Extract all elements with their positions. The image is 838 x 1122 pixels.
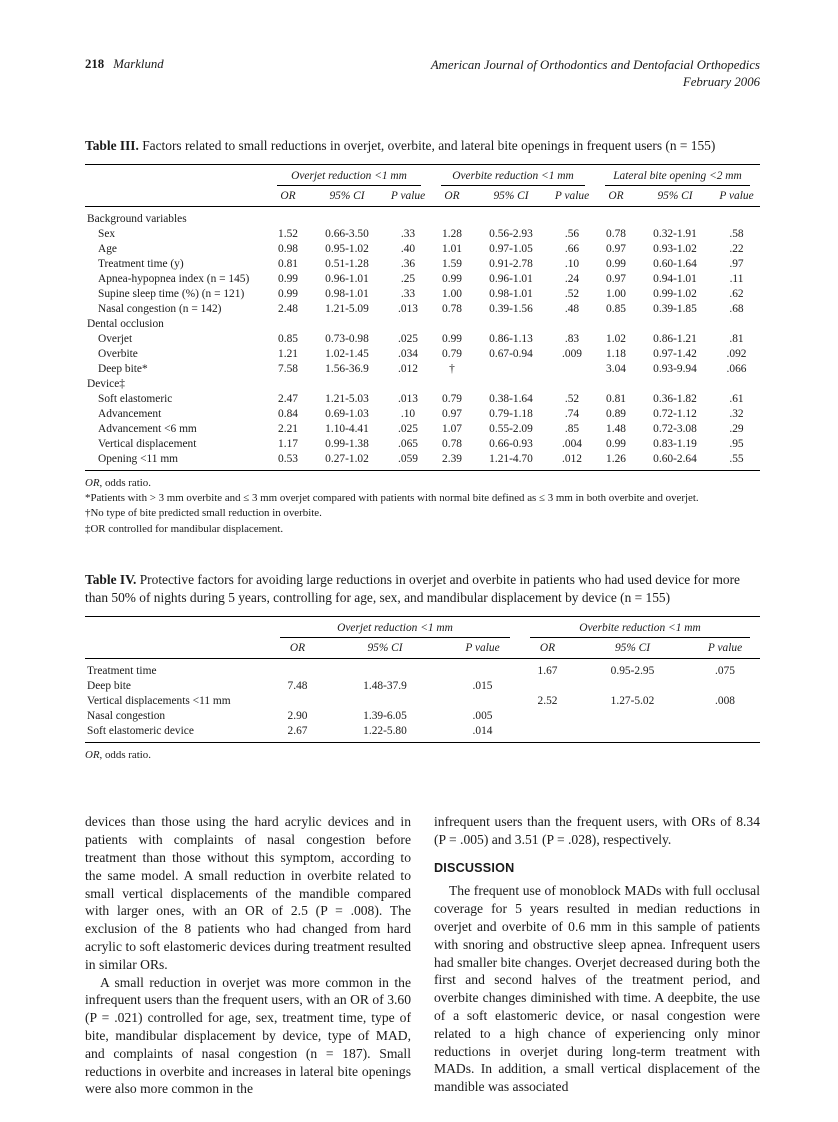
value-cell: [520, 679, 575, 694]
value-cell: [520, 709, 575, 724]
col-pvalue: P value: [713, 186, 760, 207]
value-cell: 0.81: [278, 257, 298, 270]
table3-caption-text: Factors related to small reductions in overjet, overbite, and lateral bite openings in frequent users (n = 155): [142, 137, 716, 153]
table3-group-lateral: Lateral bite opening <2 mm: [595, 164, 760, 186]
value-cell: 0.97-1.05: [489, 242, 533, 255]
value-cell: 1.00: [442, 287, 462, 300]
value-cell: 0.96-1.01: [325, 272, 369, 285]
value-cell: 0.89: [606, 407, 626, 420]
row-label: Deep bite*: [98, 362, 148, 375]
value-cell: 1.59: [442, 257, 462, 270]
row-label: Vertical displacements <11 mm: [87, 695, 231, 708]
table3-footnotes: [85, 476, 760, 537]
value-cell: .61: [729, 392, 744, 405]
value-cell: 0.98-1.01: [325, 287, 369, 300]
value-cell: .005: [472, 710, 493, 723]
value-cell: 1.10-4.41: [325, 422, 369, 435]
value-cell: 0.99-1.38: [325, 437, 369, 450]
table-iii: [85, 164, 760, 471]
value-cell: [690, 724, 760, 743]
value-cell: 0.51-1.28: [325, 257, 369, 270]
table3-group-overbite: Overbite reduction <1 mm: [431, 164, 595, 186]
value-cell: .25: [400, 272, 416, 285]
row-label: Supine sleep time (%) (n = 121): [98, 287, 245, 300]
value-cell: 1.56-36.9: [325, 362, 369, 375]
value-cell: [575, 679, 690, 694]
value-cell: 7.58: [278, 362, 298, 375]
value-cell: 1.18: [606, 347, 626, 360]
table4-footnotes: [85, 748, 760, 763]
value-cell: 0.69-1.03: [325, 407, 369, 420]
value-cell: 0.38-1.64: [489, 392, 533, 405]
table-data-row: [85, 226, 760, 241]
row-label: Nasal congestion (n = 142): [98, 302, 222, 315]
running-head: [85, 57, 760, 91]
value-cell: 1.39-6.05: [363, 710, 407, 723]
table-data-row: [85, 679, 760, 694]
section-label: Device‡: [87, 377, 125, 390]
table-section-row: [85, 206, 760, 226]
value-cell: 0.78: [606, 227, 626, 240]
value-cell: .83: [564, 332, 580, 345]
table4-label: Table IV.: [85, 571, 137, 587]
value-cell: [270, 659, 325, 679]
value-cell: 0.84: [278, 407, 298, 420]
value-cell: .29: [729, 422, 744, 435]
value-cell: .62: [729, 287, 744, 300]
table-footnote: †No type of bite predicted small reduction in overbite.: [85, 507, 322, 520]
value-cell: .10: [564, 257, 580, 270]
value-cell: 2.21: [278, 422, 298, 435]
value-cell: 0.78: [442, 437, 462, 450]
value-cell: 0.99: [442, 332, 462, 345]
running-head-left: [85, 57, 164, 72]
value-cell: .52: [564, 287, 580, 300]
col-or: OR: [270, 638, 325, 659]
table-footnote: OR, odds ratio.: [85, 749, 151, 762]
table-data-row: [85, 436, 760, 451]
value-cell: [325, 659, 445, 679]
value-cell: 0.79-1.18: [489, 407, 533, 420]
table-section-row: [85, 316, 760, 331]
value-cell: .74: [564, 407, 580, 420]
body-column-right: [434, 813, 760, 1098]
value-cell: 0.81: [606, 392, 626, 405]
col-or: OR: [595, 186, 637, 207]
value-cell: 0.66-0.93: [489, 437, 533, 450]
table-data-row: [85, 241, 760, 256]
col-or: OR: [431, 186, 473, 207]
table3-caption: [85, 137, 760, 155]
row-label: Opening <11 mm: [98, 452, 179, 465]
table-footnote: ‡OR controlled for mandibular displacement.: [85, 522, 284, 535]
value-cell: 0.53: [278, 452, 298, 465]
table-data-row: [85, 346, 760, 361]
value-cell: [445, 694, 520, 709]
value-cell: .66: [564, 242, 580, 255]
row-label: Advancement <6 mm: [98, 422, 197, 435]
value-cell: 1.02-1.45: [325, 347, 369, 360]
row-label: Vertical displacement: [98, 437, 197, 450]
value-cell: 0.39-1.85: [653, 302, 697, 315]
value-cell: 1.21: [278, 347, 298, 360]
journal-issue-date: February 2006: [682, 74, 760, 89]
value-cell: 0.91-2.78: [489, 257, 533, 270]
value-cell: 0.99: [278, 287, 298, 300]
value-cell: 2.39: [442, 452, 462, 465]
table-footnote: OR, odds ratio.: [85, 476, 151, 489]
section-label: Background variables: [87, 212, 187, 225]
value-cell: [690, 709, 760, 724]
value-cell: .95: [729, 437, 744, 450]
value-cell: .24: [564, 272, 580, 285]
value-cell: .40: [400, 242, 416, 255]
row-label: Treatment time (y): [98, 257, 184, 270]
value-cell: 2.90: [287, 710, 308, 723]
value-cell: 1.00: [606, 287, 626, 300]
value-cell: .55: [729, 452, 744, 465]
value-cell: 0.39-1.56: [489, 302, 533, 315]
value-cell: .025: [398, 422, 418, 435]
col-ci: 95% CI: [575, 638, 690, 659]
value-cell: [270, 694, 325, 709]
section-label: Dental occlusion: [87, 317, 164, 330]
value-cell: 0.99: [442, 272, 462, 285]
value-cell: 1.07: [442, 422, 462, 435]
running-author: Marklund: [113, 57, 164, 71]
value-cell: [445, 659, 520, 679]
table4-group-overbite: Overbite reduction <1 mm: [520, 617, 760, 639]
value-cell: .58: [729, 227, 744, 240]
value-cell: 1.17: [278, 437, 298, 450]
value-cell: .56: [564, 227, 580, 240]
empty-corner-cell: [85, 164, 267, 186]
table4-caption-text: Protective factors for avoiding large reductions in overjet and overbite in patients who had used device for more than 50% of nights during 5 years, controlling for age, sex, and mandibular displacement by device (n = 155): [85, 571, 740, 606]
table-data-row: [85, 694, 760, 709]
table-data-row: [85, 724, 760, 743]
value-cell: .85: [564, 422, 580, 435]
col-ci: 95% CI: [325, 638, 445, 659]
table4-subheader-row: [85, 638, 760, 659]
body-paragraph: devices than those using the hard acrylic devices and in patients with complaints of nasal congestion before treatment than those without this symptom, according to the same model. A small reduction in overbite related to small vertical displacements of the mandible compared with larger ones, with an OR of 2.5 (P = .008). The exclusion of the 8 patients who had changed from hard acrylic to soft elastomeric devices during treatment resulted in similar ORs.: [85, 814, 411, 972]
value-cell: 0.99: [278, 272, 298, 285]
row-label: Nasal congestion: [87, 710, 166, 723]
row-label: Soft elastomeric device: [87, 725, 194, 738]
col-ci: 95% CI: [473, 186, 549, 207]
value-cell: .33: [400, 287, 416, 300]
table-data-row: [85, 709, 760, 724]
value-cell: .10: [400, 407, 416, 420]
table3-header: [85, 164, 760, 206]
table4-header: [85, 617, 760, 659]
table-data-row: [85, 659, 760, 679]
row-label: Overbite: [98, 347, 138, 360]
value-cell: .48: [564, 302, 580, 315]
table-data-row: [85, 331, 760, 346]
value-cell: .012: [398, 362, 418, 375]
col-pvalue: P value: [385, 186, 431, 207]
value-cell: 0.78: [442, 302, 462, 315]
value-cell: [575, 709, 690, 724]
value-cell: [549, 361, 595, 376]
value-cell: 0.95-1.02: [325, 242, 369, 255]
value-cell: 0.67-0.94: [489, 347, 533, 360]
col-or: OR: [520, 638, 575, 659]
value-cell: .81: [729, 332, 744, 345]
table-data-row: [85, 256, 760, 271]
value-cell: .075: [715, 665, 735, 678]
value-cell: 0.86-1.21: [653, 332, 697, 345]
page-number: 218: [85, 57, 105, 71]
col-ci: 95% CI: [309, 186, 385, 207]
table3-label: Table III.: [85, 137, 139, 153]
table-data-row: [85, 391, 760, 406]
value-cell: .004: [562, 437, 582, 450]
body-text: [85, 813, 760, 1098]
value-cell: [520, 724, 575, 743]
value-cell: 0.73-0.98: [325, 332, 369, 345]
table-data-row: [85, 421, 760, 436]
empty-corner-cell: [85, 638, 270, 659]
value-cell: .092: [726, 347, 747, 360]
row-label: Age: [98, 242, 117, 255]
value-cell: 2.47: [278, 392, 298, 405]
value-cell: 0.55-2.09: [489, 422, 533, 435]
value-cell: .97: [729, 257, 744, 270]
value-cell: 0.99-1.02: [653, 287, 697, 300]
table3-subheader-row: [85, 186, 760, 207]
row-label: Overjet: [98, 332, 133, 345]
value-cell: .22: [729, 242, 744, 255]
value-cell: †: [449, 362, 455, 375]
section-heading: DISCUSSION: [434, 860, 515, 875]
value-cell: 1.02: [606, 332, 626, 345]
table4-group-row: [85, 617, 760, 639]
value-cell: 0.93-9.94: [653, 362, 697, 375]
value-cell: 1.67: [537, 665, 558, 678]
empty-corner-cell: [85, 617, 270, 639]
table4-caption: [85, 571, 760, 607]
col-pvalue: P value: [549, 186, 595, 207]
value-cell: 0.93-1.02: [653, 242, 697, 255]
value-cell: 0.86-1.13: [489, 332, 533, 345]
value-cell: 0.32-1.91: [653, 227, 697, 240]
value-cell: 0.98-1.01: [489, 287, 533, 300]
value-cell: 1.21-4.70: [489, 452, 533, 465]
value-cell: 1.28: [442, 227, 462, 240]
value-cell: 3.04: [606, 362, 626, 375]
value-cell: [325, 694, 445, 709]
col-or: OR: [267, 186, 309, 207]
journal-title-block: [431, 57, 760, 91]
value-cell: 0.36-1.82: [653, 392, 697, 405]
empty-corner-cell: [85, 186, 267, 207]
value-cell: 0.85: [278, 332, 298, 345]
value-cell: 0.95-2.95: [610, 665, 655, 678]
table3-group-overjet: Overjet reduction <1 mm: [267, 164, 431, 186]
table4-group-overjet: Overjet reduction <1 mm: [270, 617, 520, 639]
value-cell: 7.48: [287, 680, 308, 693]
value-cell: 0.98: [278, 242, 298, 255]
value-cell: 1.48: [606, 422, 626, 435]
table3-body: [85, 206, 760, 470]
value-cell: 1.52: [278, 227, 298, 240]
value-cell: .009: [562, 347, 582, 360]
value-cell: .36: [400, 257, 416, 270]
col-pvalue: P value: [690, 638, 760, 659]
value-cell: 0.97-1.42: [653, 347, 697, 360]
table-data-row: [85, 361, 760, 376]
value-cell: .025: [398, 332, 418, 345]
value-cell: 0.60-1.64: [653, 257, 697, 270]
row-label: Soft elastomeric: [98, 392, 173, 405]
value-cell: .013: [398, 392, 418, 405]
value-cell: 0.97: [606, 272, 626, 285]
table-data-row: [85, 451, 760, 470]
table-iv: [85, 616, 760, 743]
journal-title: American Journal of Orthodontics and Dentofacial Orthopedics: [430, 58, 760, 72]
value-cell: 0.99: [606, 257, 626, 270]
value-cell: 0.97: [606, 242, 626, 255]
col-pvalue: P value: [445, 638, 520, 659]
table-data-row: [85, 301, 760, 316]
value-cell: .015: [472, 680, 493, 693]
table4-body: [85, 659, 760, 743]
value-cell: 0.60-2.64: [653, 452, 697, 465]
value-cell: 1.27-5.02: [610, 695, 655, 708]
value-cell: 0.94-1.01: [653, 272, 697, 285]
value-cell: 0.83-1.19: [653, 437, 697, 450]
value-cell: 1.01: [442, 242, 462, 255]
value-cell: .013: [398, 302, 418, 315]
value-cell: 0.97: [442, 407, 462, 420]
body-column-left: [85, 813, 411, 1098]
row-label: Apnea-hypopnea index (n = 145): [98, 272, 250, 285]
value-cell: 0.72-1.12: [653, 407, 697, 420]
body-paragraph: The frequent use of monoblock MADs with full occlusal coverage for 5 years resulted in median reductions in overjet and overbite of 0.6 mm in this sample of patients with snoring and obstructive sleep apnea. Infrequent users had smaller bite changes. Overjet decreased during both the first and second halves of the treatment period, and overbite changes diminished with time. A deepbite, the use of a soft elastomeric device, or nasal congestion were related to a high chance of experiencing only minor reductions in overjet during long-term treatment with MADs. In addition, a small vertical displacement of the mandible was associated: [434, 883, 760, 1095]
table-footnote: *Patients with > 3 mm overbite and ≤ 3 mm overjet compared with patients with normal bite defined as ≤ 3 mm in both overbite and overjet.: [85, 492, 699, 505]
value-cell: [575, 724, 690, 743]
table-data-row: [85, 286, 760, 301]
row-label: Sex: [98, 227, 116, 240]
value-cell: 0.79: [442, 347, 462, 360]
value-cell: 0.72-3.08: [653, 422, 697, 435]
row-label: Deep bite: [87, 680, 131, 693]
value-cell: 0.56-2.93: [489, 227, 533, 240]
table-data-row: [85, 406, 760, 421]
value-cell: 0.96-1.01: [489, 272, 533, 285]
value-cell: .68: [729, 302, 744, 315]
value-cell: 1.21-5.03: [325, 392, 369, 405]
row-label: Treatment time: [87, 665, 157, 678]
value-cell: .012: [562, 452, 582, 465]
value-cell: .066: [726, 362, 747, 375]
value-cell: .11: [729, 272, 744, 285]
value-cell: [473, 361, 549, 376]
value-cell: 0.85: [606, 302, 626, 315]
value-cell: .52: [564, 392, 580, 405]
value-cell: 1.21-5.09: [325, 302, 369, 315]
value-cell: 0.66-3.50: [325, 227, 369, 240]
body-paragraph: A small reduction in overjet was more common in the infrequent users than the frequent users, with an OR of 3.60 (P = .021) controlled for age, sex, treatment time, type of bite, mandibular displacement by device, type of MAD, and complaints of nasal congestion (n = 187). Small reductions in overbite and increases in lateral bite openings were also more common in the: [85, 974, 411, 1097]
value-cell: .034: [398, 347, 418, 360]
value-cell: .059: [398, 452, 418, 465]
value-cell: [690, 679, 760, 694]
value-cell: .008: [715, 695, 735, 708]
col-ci: 95% CI: [637, 186, 713, 207]
value-cell: 0.27-1.02: [325, 452, 369, 465]
value-cell: 2.67: [287, 725, 308, 738]
value-cell: .014: [472, 725, 493, 738]
value-cell: 2.52: [537, 695, 558, 708]
value-cell: 1.26: [606, 452, 626, 465]
value-cell: .33: [400, 227, 416, 240]
table-section-row: [85, 376, 760, 391]
value-cell: 2.48: [278, 302, 298, 315]
table-data-row: [85, 271, 760, 286]
value-cell: 0.99: [606, 437, 626, 450]
table3-group-row: [85, 164, 760, 186]
value-cell: .32: [729, 407, 744, 420]
value-cell: 0.79: [442, 392, 462, 405]
value-cell: .065: [398, 437, 418, 450]
value-cell: 1.22-5.80: [363, 725, 407, 738]
row-label: Advancement: [98, 407, 162, 420]
value-cell: 1.48-37.9: [363, 680, 407, 693]
body-paragraph: infrequent users than the frequent users, with ORs of 8.34 (P = .005) and 3.51 (P = .028), respectively.: [434, 814, 760, 848]
